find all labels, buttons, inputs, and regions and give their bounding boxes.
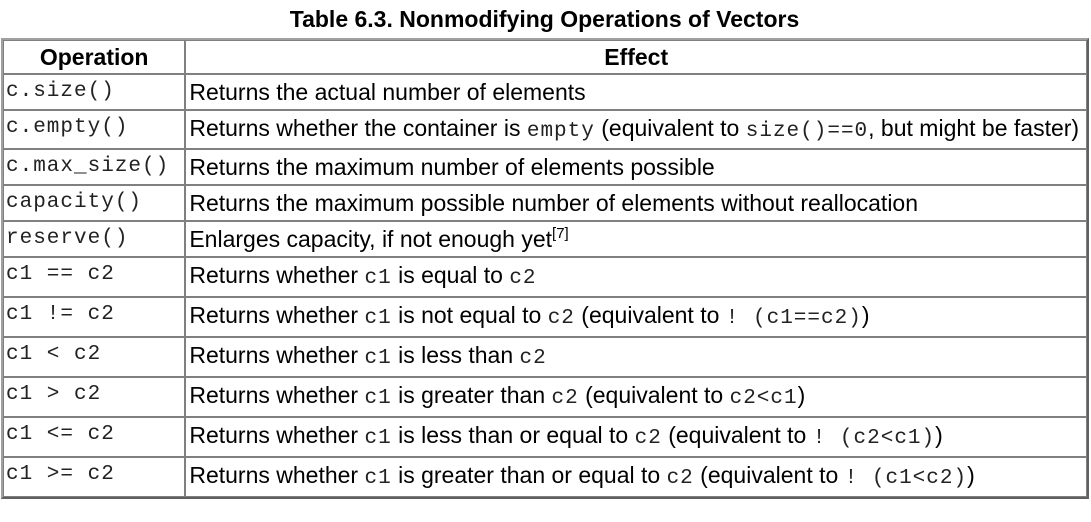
- effect-cell: [185, 457, 1087, 497]
- effect-text: is less than: [391, 342, 520, 368]
- effect-text: Returns whether: [189, 302, 365, 328]
- operation-cell: c.max_size(): [3, 149, 185, 185]
- effect-cell: [185, 74, 1087, 110]
- table-row: [3, 297, 1087, 337]
- effect-text: is greater than or equal to: [391, 462, 667, 488]
- effect-text: Returns whether: [189, 262, 365, 288]
- effect-text: is greater than: [391, 382, 552, 408]
- table-row: [3, 74, 1087, 110]
- operation-cell: c.empty(): [3, 110, 185, 149]
- operation-cell: c1 <= c2: [3, 417, 185, 457]
- effect-text: ): [797, 382, 806, 408]
- effect-text: Enlarges capacity, if not enough yet: [189, 226, 553, 252]
- inline-code: c2: [634, 427, 662, 450]
- inline-code: c2: [519, 347, 547, 370]
- table-row: [3, 257, 1087, 297]
- operation-cell: c1 > c2: [3, 377, 185, 417]
- effect-text: ): [861, 302, 870, 328]
- effect-cell: [185, 417, 1087, 457]
- table-row: [3, 337, 1087, 377]
- effect-text: (equivalent to: [574, 302, 726, 328]
- effect-cell: [185, 337, 1087, 377]
- effect-cell: [185, 257, 1087, 297]
- operation-cell: capacity(): [3, 185, 185, 221]
- header-row: [3, 40, 1087, 74]
- inline-code: c2: [551, 387, 579, 410]
- inline-code: c2: [509, 267, 537, 290]
- inline-code: c1: [364, 267, 392, 290]
- table-body: [3, 74, 1087, 497]
- effect-text: is less than or equal to: [391, 422, 635, 448]
- operation-cell: c1 == c2: [3, 257, 185, 297]
- inline-code: c1: [364, 387, 392, 410]
- inline-code: ! (c1==c2): [725, 307, 862, 330]
- effect-text: Returns whether: [189, 342, 365, 368]
- inline-code: c1: [364, 347, 392, 370]
- effect-cell: [185, 221, 1087, 257]
- effect-text: (equivalent to: [578, 382, 730, 408]
- effect-text: Returns the maximum possible number of elements without reallocation: [189, 190, 919, 216]
- effect-text: is not equal to: [391, 302, 548, 328]
- inline-code: c1: [364, 427, 392, 450]
- effect-text: Returns whether: [189, 382, 365, 408]
- table-caption: Table 6.3. Nonmodifying Operations of Vectors: [289, 6, 800, 32]
- inline-code: c2: [666, 467, 694, 490]
- table-row: [3, 377, 1087, 417]
- effect-text: (equivalent to: [693, 462, 845, 488]
- inline-code: c2<c1: [729, 387, 798, 410]
- effect-cell: [185, 149, 1087, 185]
- effect-text: is equal to: [391, 262, 510, 288]
- effect-text: Returns the actual number of elements: [189, 79, 586, 105]
- effect-cell: [185, 110, 1087, 149]
- effect-text: , but might be faster): [868, 115, 1080, 141]
- operation-cell: c.size(): [3, 74, 185, 110]
- effect-text: (equivalent to: [661, 422, 813, 448]
- effect-text: Returns whether: [189, 462, 365, 488]
- table-row: [3, 149, 1087, 185]
- inline-code: c1: [364, 307, 392, 330]
- inline-code: c1: [364, 467, 392, 490]
- table-row: [3, 185, 1087, 221]
- table-row: [3, 457, 1087, 497]
- effect-text: ): [935, 422, 943, 448]
- effect-cell: [185, 297, 1087, 337]
- effect-text: (equivalent to: [594, 115, 746, 141]
- column-header-operation: Operation: [3, 40, 185, 74]
- inline-code: empty: [526, 120, 595, 143]
- inline-code: ! (c1<c2): [844, 467, 968, 490]
- footnote-ref[interactable]: [7]: [552, 225, 569, 242]
- column-header-effect: Effect: [185, 40, 1087, 74]
- inline-code: c2: [547, 307, 575, 330]
- table-row: [3, 110, 1087, 149]
- operation-cell: c1 != c2: [3, 297, 185, 337]
- operation-cell: c1 < c2: [3, 337, 185, 377]
- effect-text: Returns the maximum number of elements possible: [189, 154, 715, 180]
- effect-cell: [185, 185, 1087, 221]
- effect-text: Returns whether: [189, 422, 365, 448]
- table-row: [3, 221, 1087, 257]
- effect-text: ): [967, 462, 975, 488]
- operations-table: [1, 38, 1089, 499]
- effect-cell: [185, 377, 1087, 417]
- operation-cell: c1 >= c2: [3, 457, 185, 497]
- inline-code: size()==0: [745, 120, 869, 143]
- effect-text: Returns whether the container is: [189, 115, 527, 141]
- inline-code: ! (c2<c1): [812, 427, 936, 450]
- table-row: [3, 417, 1087, 457]
- operation-cell: reserve(): [3, 221, 185, 257]
